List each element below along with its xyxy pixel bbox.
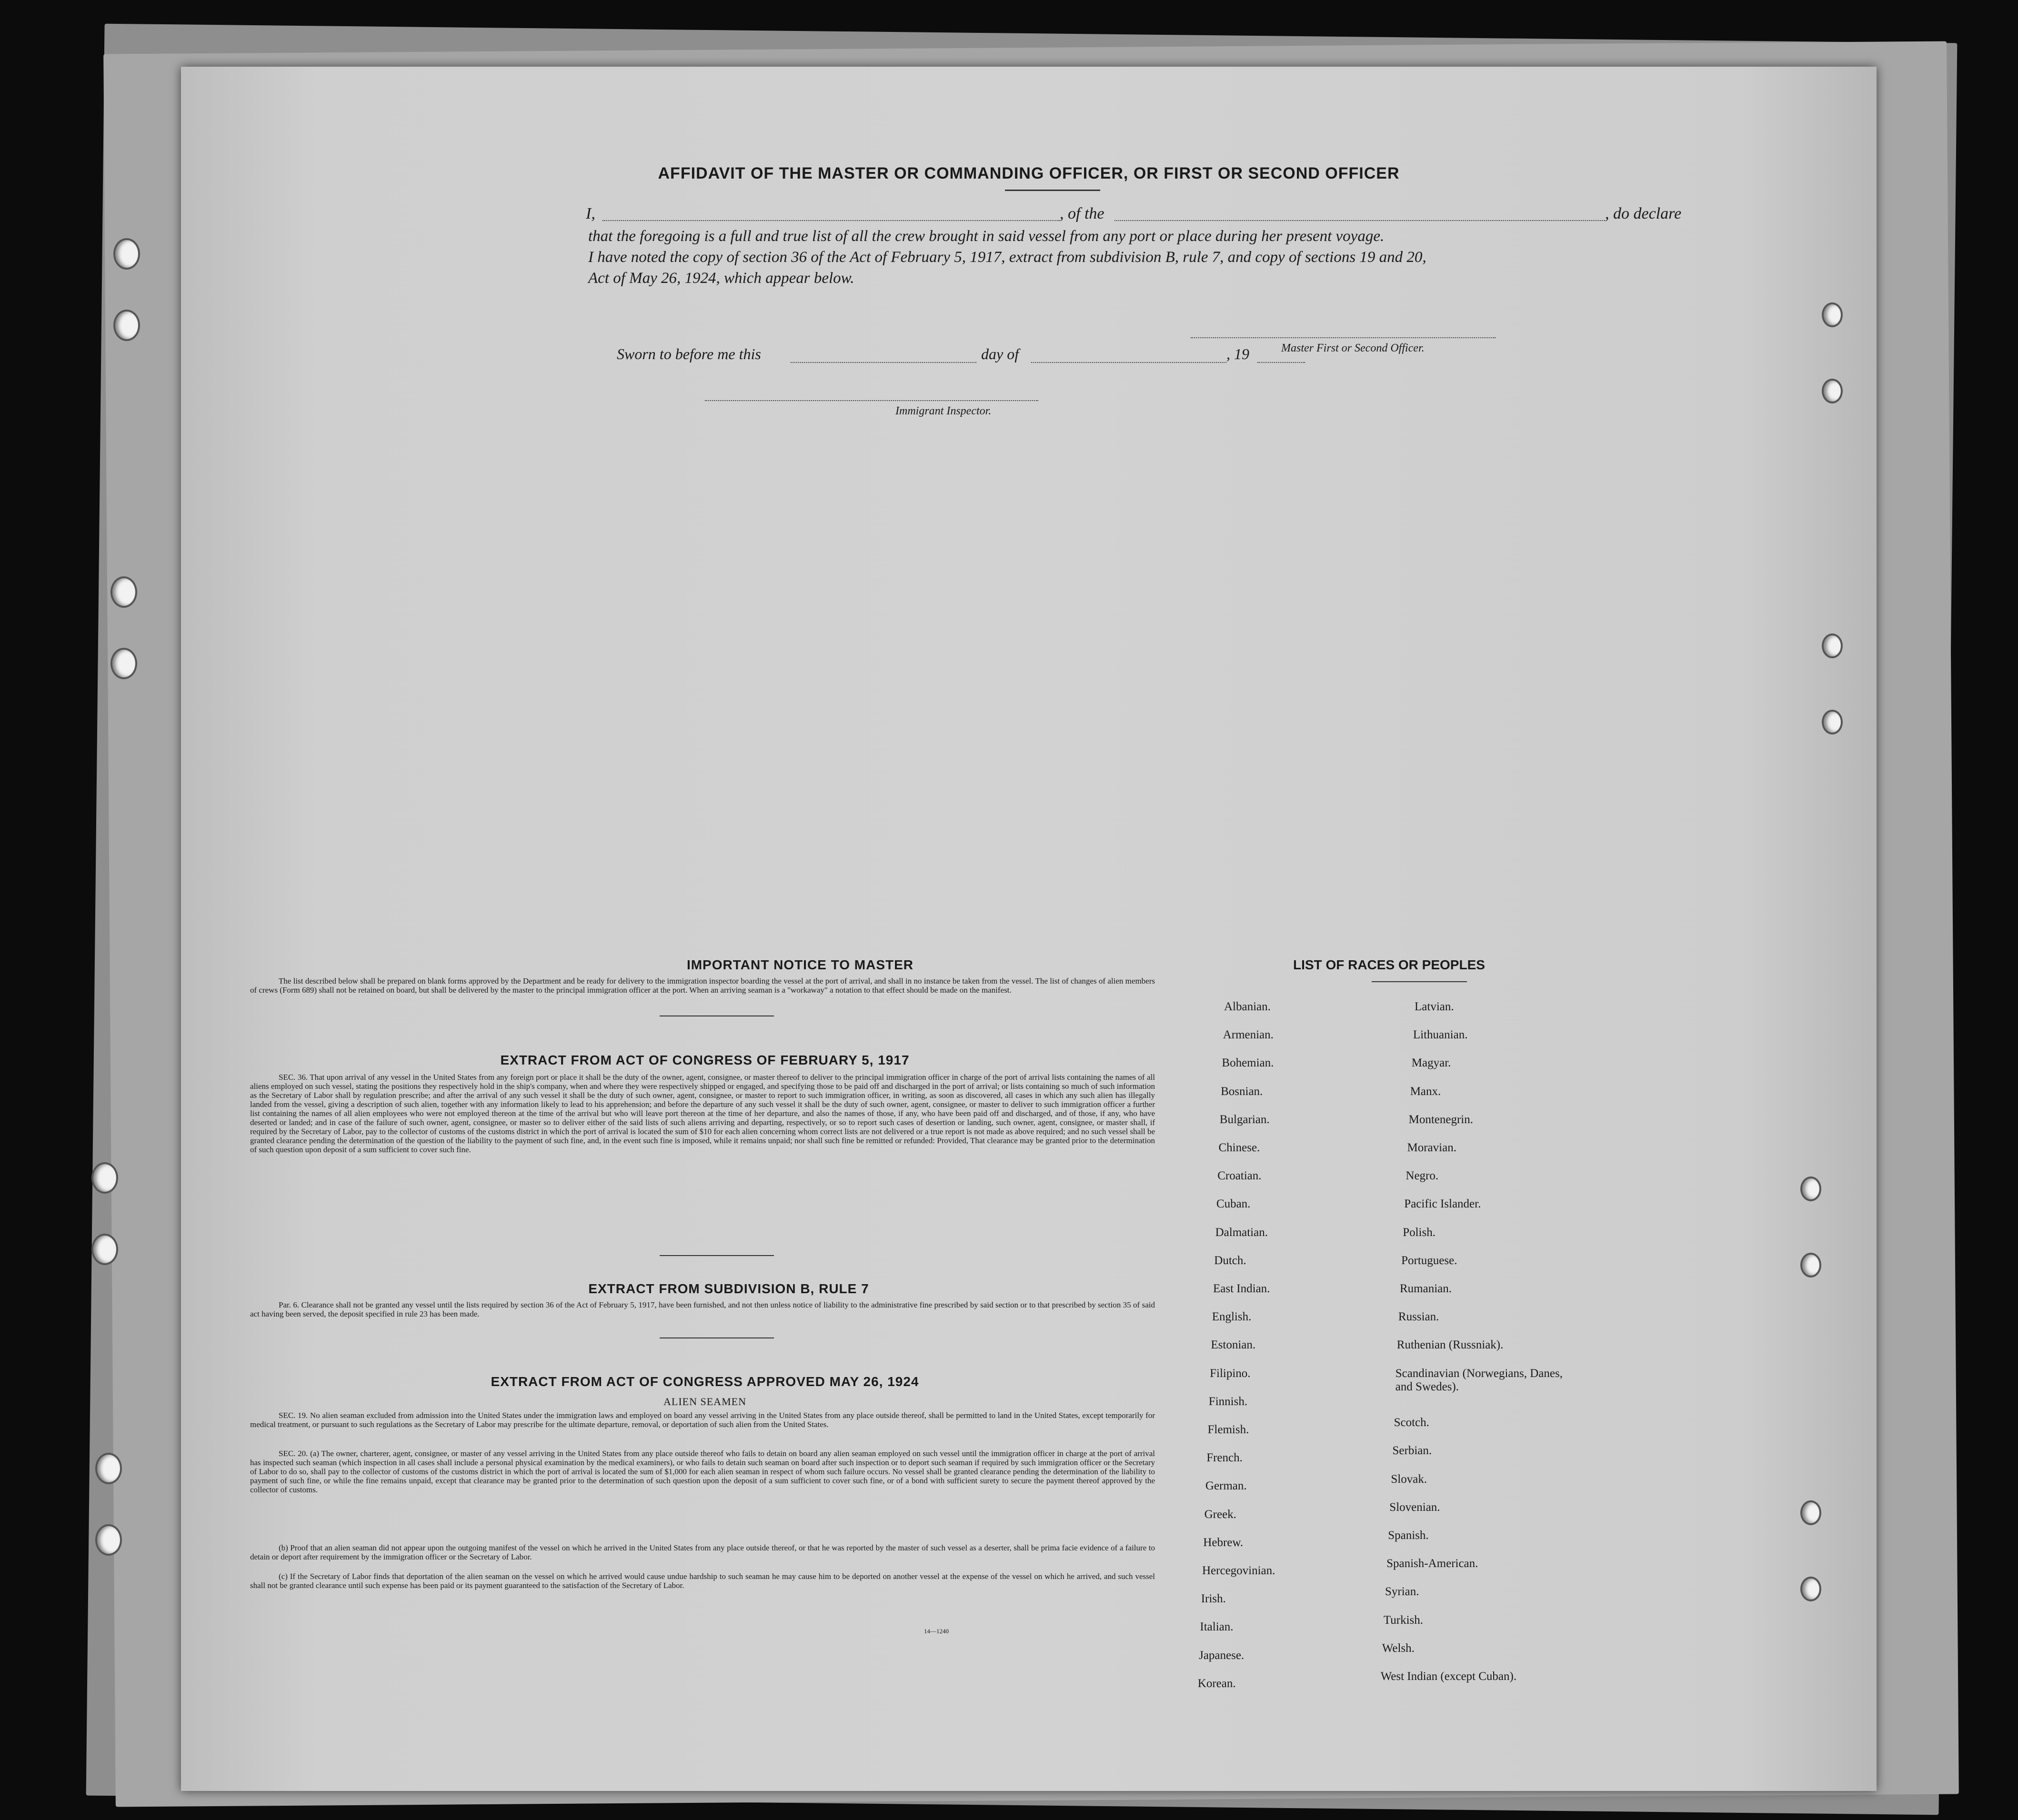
affidavit-i-label: I, [586,205,595,222]
divider [660,1337,774,1338]
sworn-year-blank[interactable] [1257,362,1305,363]
race-item: Russian. [1398,1310,1439,1324]
race-item: Irish. [1201,1592,1226,1606]
race-item: French. [1206,1451,1243,1465]
extract-rule7-body: Par. 6. Clearance shall not be granted any vessel until the lists required by section 36 of the Act of February 5, 1917, have been furnished, and not then unless notice of liability to the administrative fine prescribed by said section or to that prescribed by section 35 of said act having been served, the deposit specified in rule 23 has been made. [250,1300,1155,1318]
race-item: Montenegrin. [1408,1113,1473,1126]
divider [1005,190,1100,191]
race-item: German. [1205,1479,1247,1493]
race-item: Lithuanian. [1413,1028,1468,1042]
race-item: West Indian (except Cuban). [1380,1670,1517,1683]
affidavit-title: AFFIDAVIT OF THE MASTER OR COMMANDING OFFICER, OR FIRST OR SECOND OFFICER [658,164,1400,182]
race-item: Turkish. [1383,1613,1424,1627]
binder-hole [1800,1253,1821,1277]
race-item: Polish. [1403,1226,1436,1239]
race-item: Japanese. [1199,1649,1245,1662]
master-caption: Master First or Second Officer. [1281,342,1425,354]
binder-hole [91,1234,118,1265]
race-item: Negro. [1406,1169,1439,1183]
race-item: English. [1212,1310,1252,1324]
binder-hole [1822,379,1843,403]
binder-hole [1800,1500,1821,1525]
sworn-label: Sworn to before me this [617,345,761,362]
race-item: Korean. [1197,1677,1236,1690]
race-item: Pacific Islander. [1404,1197,1481,1211]
extract-1924-title: EXTRACT FROM ACT OF CONGRESS APPROVED MAY 26, 1924 [491,1374,919,1389]
race-item: Greek. [1204,1508,1236,1521]
divider [660,1255,774,1256]
year-label: , 19 [1226,345,1249,362]
binder-hole [113,310,140,341]
binder-hole [95,1524,122,1556]
race-item: Moravian. [1407,1141,1456,1154]
binder-hole [95,1453,122,1484]
race-item: East Indian. [1213,1282,1270,1295]
binder-hole [110,576,137,608]
form-number: 14—1240 [924,1628,949,1635]
extract-rule7-title: EXTRACT FROM SUBDIVISION B, RULE 7 [588,1281,869,1296]
race-item: Welsh. [1382,1641,1415,1655]
affidavit-body-line: Act of May 26, 1924, which appear below. [588,270,854,287]
binder-hole [1800,1176,1821,1201]
affidavit-of-the-label: , of the [1060,205,1104,222]
day-of-label: day of [981,345,1019,362]
binder-hole [1822,710,1843,734]
race-item: Finnish. [1208,1395,1248,1408]
affidavit-body-line: that the foregoing is a full and true list of all the crew brought in said vessel from any port or place during her present voyage. [588,228,1385,245]
race-item: Dalmatian. [1215,1226,1268,1239]
extract-1924-sec19: SEC. 19. No alien seaman excluded from admission into the United States under the immigration laws and employed on board any vessel arriving in the United States from any place outside thereof, shall be permitted to land in the United States, except temporarily for medical treatment, or pursuant to such regulations as the Secretary of Labor may prescribe for the ultimate departure, removal, or deportation of such alien from the United States. [250,1411,1155,1429]
extract-1924-sec20b: (b) Proof that an alien seaman did not appear upon the outgoing manifest of the vessel on which he arrived in the United States from any place outside thereof, or that he was reported by the master of such vessel as a deserter, shall be prima facie evidence of a failure to detain or deport after requirement by the immigration officer or the Secretary of Labor. [250,1543,1155,1561]
race-item: Spanish. [1388,1529,1429,1542]
sworn-month-blank[interactable] [1031,362,1226,363]
notice-title: IMPORTANT NOTICE TO MASTER [686,957,914,972]
race-item: Bohemian. [1222,1056,1274,1070]
race-item: Croatian. [1217,1169,1262,1183]
race-item: Slovenian. [1389,1500,1440,1514]
race-item: Syrian. [1385,1585,1419,1599]
race-item: Bosnian. [1221,1085,1263,1098]
race-item: Dutch. [1214,1254,1246,1267]
race-item: Manx. [1410,1085,1441,1098]
race-item: Chinese. [1218,1141,1260,1154]
race-item: Scotch. [1394,1416,1429,1429]
race-item: Hercegovinian. [1202,1564,1275,1577]
extract-1924-sec20c: (c) If the Secretary of Labor finds that deportation of the alien seaman on the vessel on which he arrived would cause undue hardship to such seaman he may cause him to be deported on another vessel at the expense of the vessel on which he arrived, and such vessel shall not be granted clearance until such expense has been paid or its payment guaranteed to the satisfaction of the Secretary of Labor. [250,1572,1155,1590]
race-item: Estonian. [1211,1338,1256,1352]
race-item: Albanian. [1224,1000,1271,1013]
race-item: Latvian. [1415,1000,1454,1013]
extract-1924-subtitle: ALIEN SEAMEN [663,1396,746,1408]
race-item: Rumanian. [1400,1282,1452,1295]
name-blank[interactable] [602,220,1060,221]
race-item: Slovak. [1391,1472,1427,1486]
race-item: Hebrew. [1203,1536,1244,1549]
manifest-page [181,67,1877,1791]
race-item: Magyar. [1411,1056,1451,1070]
extract-1917-body: SEC. 36. That upon arrival of any vessel in the United States from any foreign port or place it shall be the duty of the owner, agent, consignee, or master thereof to deliver to the principal immigration officer in charge of the port of arrival lists containing the names of all aliens employed on such vessel, stating the positions they respectively hold in the ship's company, when and where they were respectively shipped or engaged, and specifying those to be paid off and discharged in the port of arrival; or lists containing so much of such information as the Secretary of Labor shall by regulation prescribe; and after the arrival of any such vessel it shall be the duty of such owner, agent, consignee, or master to report to such immigration officer, in writing, as soon as discovered, all cases in which any such alien has illegally landed from the vessel, giving a description of such alien, together with any information likely to lead to his apprehension; and before the departure of any such vessel it shall be the duty of such owner, agent, consignee, or master to deliver to such immigration officer a further list containing the names of all alien employees who were not employed thereon at the time of the arrival but who will leave port thereon at the time of her departure, and also the names of those, if any, who have been paid off and discharged, and of those, if any, who have deserted or landed; and in case of the failure of such owner, agent, consignee, or master so to deliver either of the said lists of such aliens arriving and departing, respectively, or so to report such cases of desertion or landing, such owner, agent, consignee, or master shall, if required by the Secretary of Labor, pay to the collector of customs of the customs district in which the port of arrival is located the sum of $10 for each alien concerning whom correct lists are not delivered or a true report is not made as above required; and no such vessel shall be granted clearance pending the determination of the question of the liability to the payment of such fine, and, in the event such fine is imposed, while it remains unpaid; nor shall such fine be remitted or refunded: Provided, That clearance may be granted prior to the determination of such question upon deposit of a sum sufficient to cover such fine. [250,1073,1155,1154]
race-item: Spanish-American. [1386,1557,1478,1570]
race-item: Serbian. [1392,1444,1432,1458]
binder-hole [1822,302,1843,327]
master-signature-line[interactable] [1191,337,1496,338]
extract-1917-title: EXTRACT FROM ACT OF CONGRESS OF FEBRUARY 5, 1917 [500,1053,910,1067]
race-item: Ruthenian (Russniak). [1396,1338,1504,1352]
binder-hole [1800,1577,1821,1601]
affidavit-declare-label: , do declare [1605,205,1682,222]
races-title: LIST OF RACES OR PEOPLES [1293,957,1485,972]
sworn-day-blank[interactable] [791,362,976,363]
binder-hole [110,648,137,679]
race-item: Portuguese. [1401,1254,1457,1267]
race-item: Scandinavian (Norwegians, Danes, and Swedes). [1395,1367,1563,1393]
vessel-blank[interactable] [1114,220,1605,221]
extract-1924-sec20a: SEC. 20. (a) The owner, charterer, agent, consignee, or master of any vessel arriving in the United States from any place outside thereof who fails to detain on board any alien seaman employed on such vessel until the immigration officer in charge at the port of arrival has inspected such seaman (which inspection in all cases shall include a personal physical examination by the medical examiners), or who fails to detain such seaman on board after such inspection or to deport such seaman if required by such immigration officer or the Secretary of Labor to do so, shall pay to the collector of customs of the customs district in which the port of arrival is located the sum of $1,000 for each alien seaman in respect of whom such failure occurs. No vessel shall be granted clearance pending the determination of the liability to payment of such fine, or while the fine remains unpaid, except that clearance may be granted prior to the determination of such question upon the deposit of a sum sufficient to cover such fine, or of a bond with sufficient surety to secure the payment thereof approved by the collector of customs. [250,1449,1155,1494]
race-item: Bulgarian. [1219,1113,1270,1126]
race-item: Cuban. [1216,1197,1251,1211]
binder-hole [91,1162,118,1194]
inspector-caption: Immigrant Inspector. [895,405,992,417]
binder-hole [113,238,140,270]
inspector-signature-line[interactable] [705,400,1038,401]
race-item: Armenian. [1223,1028,1274,1042]
affidavit-body-line: I have noted the copy of section 36 of the Act of February 5, 1917, extract from subdivision B, rule 7, and copy of sections 19 and 20, [588,249,1426,266]
race-item: Filipino. [1210,1367,1251,1380]
binder-hole [1822,633,1843,658]
divider [1372,981,1467,982]
race-item: Flemish. [1207,1423,1249,1436]
notice-body: The list described below shall be prepared on blank forms approved by the Department and be ready for delivery to the immigration inspector boarding the vessel at the port of arrival, and shall in no instance be taken from the vessel. The list of changes of alien members of crews (Form 689) shall not be retained on board, but shall be delivered by the master to the principal immigration officer at the port. When an arriving seaman is a "workaway" a notation to that effect should be made on the manifest. [250,976,1155,995]
race-item: Italian. [1200,1620,1234,1634]
